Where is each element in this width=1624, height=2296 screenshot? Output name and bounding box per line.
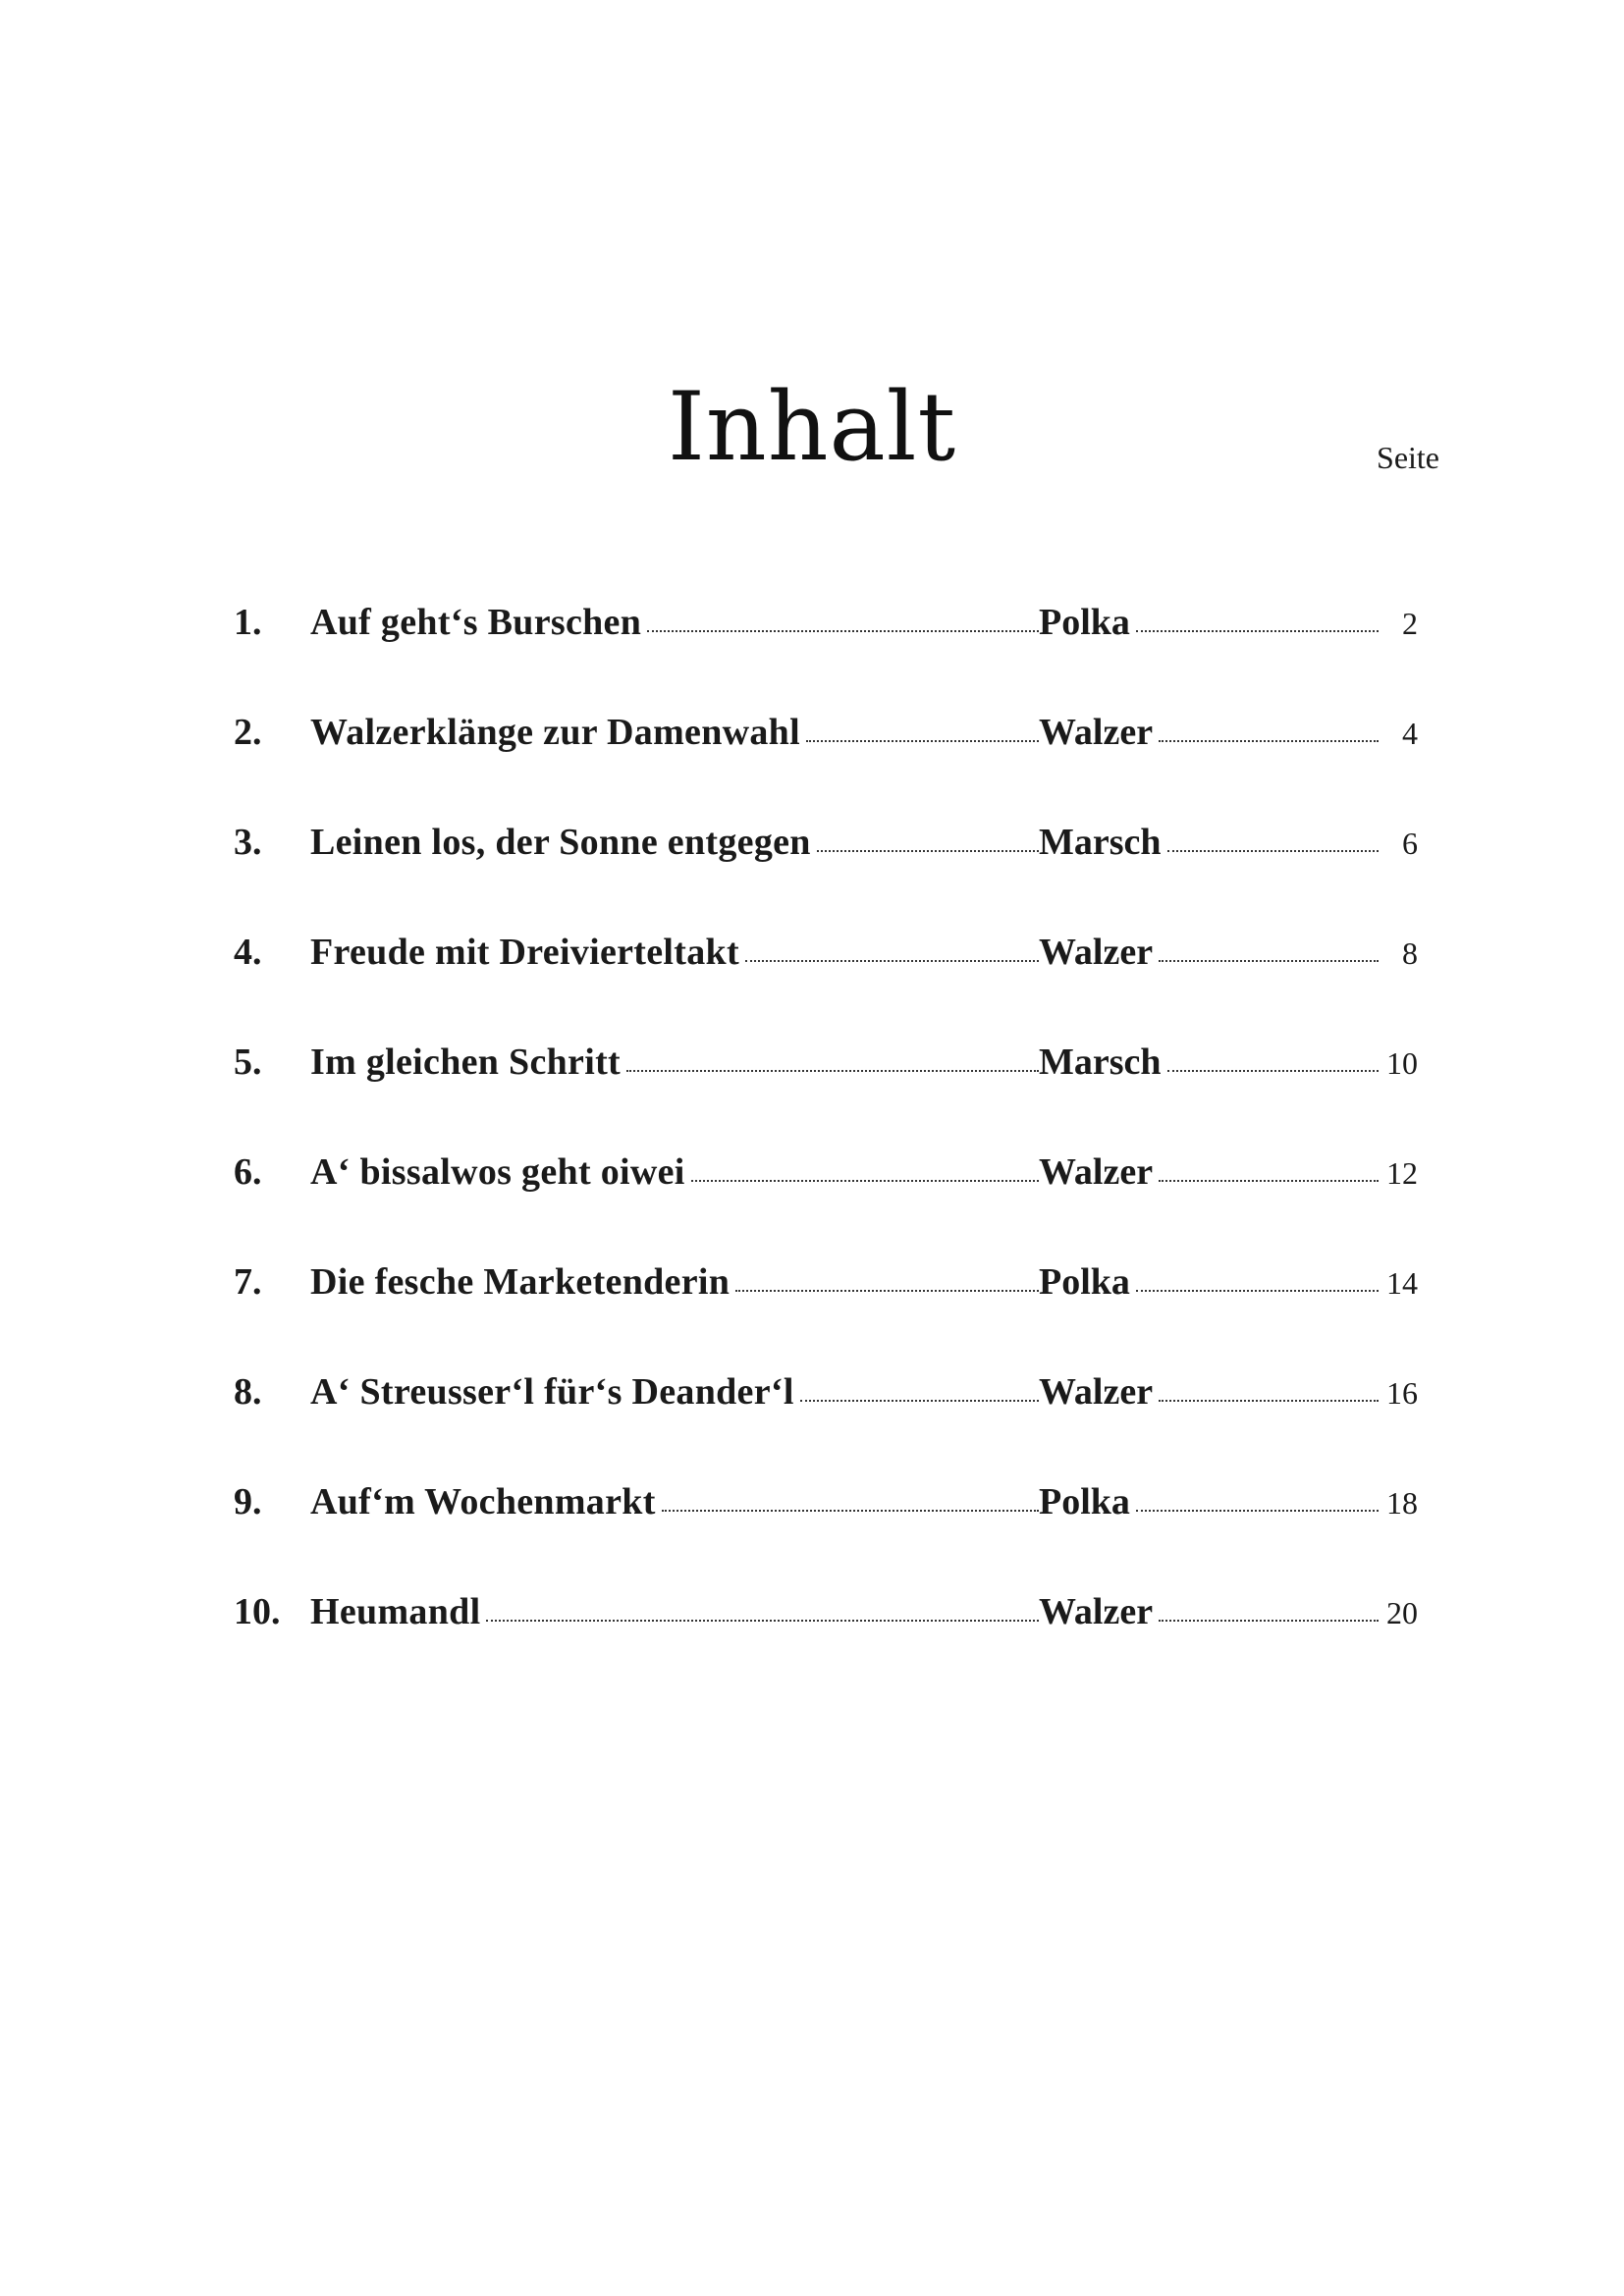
toc-row: [234, 601, 1418, 711]
toc-page-number: 2: [1402, 606, 1418, 641]
toc-title: Die fesche Marketenderin: [310, 1261, 731, 1303]
toc-page-number: 20: [1386, 1595, 1418, 1630]
dot-leader: [800, 1398, 1039, 1402]
toc-genre: Walzer: [1039, 932, 1154, 973]
toc-row: [234, 1260, 1418, 1370]
toc-title: Auf geht‘s Burschen: [310, 602, 642, 643]
dot-leader: [806, 738, 1039, 742]
dot-leader: [647, 628, 1039, 632]
toc-page-number: 10: [1386, 1045, 1418, 1081]
page-column-label: Seite: [1377, 440, 1439, 475]
dot-leader: [735, 1288, 1039, 1292]
toc-genre: Polka: [1039, 602, 1130, 643]
toc-number: 4.: [234, 932, 262, 973]
dot-leader: [1136, 1508, 1379, 1512]
toc-row: [234, 1150, 1418, 1260]
toc-page-number: 16: [1386, 1375, 1418, 1411]
toc-row: [234, 1370, 1418, 1480]
dot-leader: [745, 958, 1039, 962]
toc-title: Heumandl: [310, 1591, 481, 1632]
dot-leader: [817, 848, 1039, 852]
toc-title: Im gleichen Schritt: [310, 1041, 621, 1083]
toc-row: [234, 711, 1418, 821]
dot-leader: [1159, 1178, 1379, 1182]
toc-page-number: 4: [1402, 716, 1418, 751]
toc-genre: Polka: [1039, 1261, 1130, 1303]
dot-leader: [626, 1068, 1039, 1072]
toc-number: 1.: [234, 602, 262, 643]
toc-number: 6.: [234, 1151, 262, 1193]
toc-title: Freude mit Dreivierteltakt: [310, 932, 739, 973]
dot-leader: [1159, 958, 1379, 962]
toc-title: A‘ bissalwos geht oiwei: [310, 1151, 685, 1193]
toc-genre: Walzer: [1039, 1591, 1154, 1632]
toc-title: A‘ Streusser‘l für‘s Deander‘l: [310, 1371, 794, 1413]
toc-row: [234, 1590, 1418, 1700]
toc-number: 7.: [234, 1261, 262, 1303]
toc-page-number: 18: [1386, 1485, 1418, 1521]
table-of-contents: [234, 601, 1418, 1700]
dot-leader: [1136, 628, 1379, 632]
dot-leader: [1159, 1618, 1379, 1622]
toc-number: 9.: [234, 1481, 262, 1522]
toc-genre: Walzer: [1039, 1371, 1154, 1413]
toc-title: Leinen los, der Sonne entgegen: [310, 822, 811, 863]
dot-leader: [1159, 738, 1379, 742]
toc-genre: Walzer: [1039, 1151, 1154, 1193]
page-title: Inhalt: [667, 372, 957, 482]
toc-page-number: 8: [1402, 935, 1418, 971]
dot-leader: [1167, 848, 1379, 852]
dot-leader: [691, 1178, 1039, 1182]
toc-row: [234, 931, 1418, 1041]
dot-leader: [1136, 1288, 1379, 1292]
toc-title: Auf‘m Wochenmarkt: [310, 1481, 656, 1522]
toc-number: 3.: [234, 822, 262, 863]
toc-genre: Polka: [1039, 1481, 1130, 1522]
toc-genre: Walzer: [1039, 712, 1154, 753]
toc-title: Walzerklänge zur Damenwahl: [310, 712, 800, 753]
toc-genre: Marsch: [1039, 822, 1162, 863]
toc-page-number: 14: [1386, 1265, 1418, 1301]
dot-leader: [486, 1618, 1039, 1622]
toc-row: [234, 1041, 1418, 1150]
toc-genre: Marsch: [1039, 1041, 1162, 1083]
toc-number: 5.: [234, 1041, 262, 1083]
toc-row: [234, 1480, 1418, 1590]
dot-leader: [1159, 1398, 1379, 1402]
toc-page-number: 12: [1386, 1155, 1418, 1191]
dot-leader: [1167, 1068, 1379, 1072]
toc-number: 2.: [234, 712, 262, 753]
toc-number: 8.: [234, 1371, 262, 1413]
toc-row: [234, 821, 1418, 931]
toc-number: 10.: [234, 1591, 281, 1632]
toc-page-number: 6: [1402, 826, 1418, 861]
dot-leader: [662, 1508, 1039, 1512]
